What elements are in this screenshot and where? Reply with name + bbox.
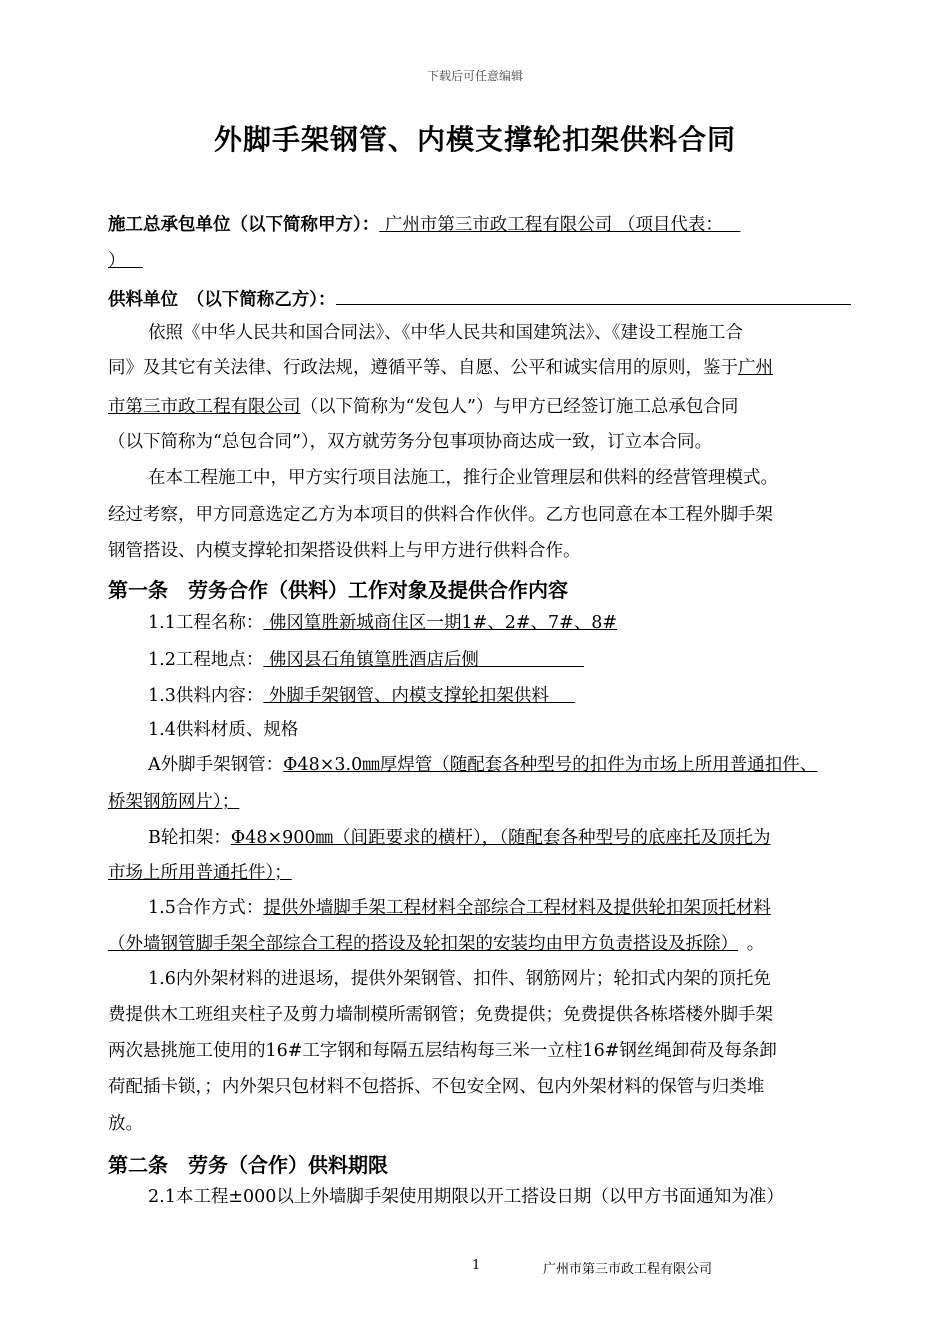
contract-title: 外脚手架钢管、内模支撑轮扣架供料合同 [213, 123, 736, 156]
spec-a-value: Φ48×3.0㎜厚焊管（随配套各种型号的扣件为市场上所用普通扣件、 [283, 755, 818, 775]
item-1-6-line-4: 荷配插卡锁，；内外架只包材料不包搭拆、不包安全网、包内外架材料的保管与归类堆 [108, 1077, 765, 1097]
item-2-1: 2.1本工程±000以上外墙脚手架使用期限以开工搭设日期（以甲方书面通知为准） [148, 1187, 784, 1207]
article-2-heading: 第二条 劳务（合作）供料期限 [108, 1153, 388, 1177]
item-1-6-line-3: 两次悬挑施工使用的16#工字钢和每隔五层结构每三米一立柱16#钢丝绳卸荷及每条卸 [108, 1041, 777, 1061]
item-1-6-line-5: 放。 [108, 1114, 143, 1134]
party-a-value-cont: ） [108, 251, 126, 271]
spec-a-cont: 桥架钢筋网片）； [108, 792, 240, 812]
page-number: 1 [472, 1258, 481, 1273]
spec-a: A外脚手架钢管：Φ48×3.0㎜厚焊管（随配套各种型号的扣件为市场上所用普通扣件、 [148, 755, 818, 775]
item-1-3: 1.3供料内容： 外脚手架钢管、内模支撑轮扣架供料 [148, 686, 549, 706]
party-b-blank [336, 286, 851, 305]
item-1-5: 1.5合作方式：提供外墙脚手架工程材料全部综合工程材料及提供轮扣架顶托材料 [148, 898, 771, 918]
party-b-label: 供料单位 （以下简称乙方）： [108, 290, 336, 310]
party-a-line [108, 213, 740, 237]
para2-line-2: 经过考察，甲方同意选定乙方为本项目的供料合作伙伴。乙方也同意在本工程外脚手架 [108, 505, 773, 525]
party-a-value: 广州市第三市政工程有限公司 （项目代表： [379, 215, 723, 235]
item-1-6-line-1: 1.6内外架材料的进退场，提供外架钢管、扣件、钢筋网片；轮扣式内架的顶托免 [148, 969, 771, 989]
party-b-line [108, 286, 851, 312]
item-1-1: 1.1工程名称： 佛冈篁胜新城商住区一期1#、2#、7#、8# [148, 613, 618, 633]
spec-b-value: Φ48×900㎜（间距要求的横杆），（随配套各种型号的底座托及顶托为 [230, 828, 771, 848]
item-1-2: 1.2工程地点： 佛冈县石角镇篁胜酒店后侧 [148, 650, 479, 670]
para2-line-1: 在本工程施工中，甲方实行项目法施工，推行企业管理层和供料的经营管理模式。 [148, 468, 778, 488]
party-a-label: 施工总承包单位（以下简称甲方）： [108, 215, 380, 235]
employer-name-part1: 广州 [738, 358, 773, 378]
item-1-5-cont: （外墙钢管脚手架全部综合工程的搭设及轮扣架的安装均由甲方负责搭设及拆除） 。 [108, 934, 765, 954]
item-1-6-line-2: 费提供木工班组夹柱子及剪力墙制模所需钢管；免费提供；免费提供各栋塔楼外脚手架 [108, 1005, 773, 1025]
project-location: 佛冈县石角镇篁胜酒店后侧 [263, 650, 479, 670]
spec-b-cont: 市场上所用普通托件）； [108, 863, 292, 883]
para2-line-3: 钢管搭设、内模支撑轮扣架搭设供料上与甲方进行供料合作。 [108, 541, 581, 561]
cooperation-mode: 提供外墙脚手架工程材料全部综合工程材料及提供轮扣架顶托材料 [263, 898, 771, 918]
supply-content: 外脚手架钢管、内模支撑轮扣架供料 [263, 686, 549, 706]
spec-b: B轮扣架：Φ48×900㎜（间距要求的横杆），（随配套各种型号的底座托及顶托为 [148, 828, 771, 848]
footer-company: 广州市第三市政工程有限公司 [543, 1262, 713, 1277]
party-a-cont [108, 249, 143, 273]
intro-line-1: 依照《中华人民共和国合同法》、《中华人民共和国建筑法》、《建设工程施工合 [148, 323, 743, 343]
item-1-4: 1.4供料材质、规格 [148, 720, 299, 740]
project-name: 佛冈篁胜新城商住区一期1#、2#、7#、8# [263, 613, 618, 633]
intro-line-4: （以下简称为“总包合同”），双方就劳务分包事项协商达成一致，订立本合同。 [108, 432, 713, 452]
article-1-heading: 第一条 劳务合作（供料）工作对象及提供合作内容 [108, 578, 568, 602]
employer-name-part2: 市第三市政工程有限公司 [108, 397, 301, 417]
page-header: 下载后可任意编辑 [426, 69, 523, 83]
intro-line-3: 市第三市政工程有限公司（以下简称为“发包人”）与甲方已经签订施工总承包合同 [108, 397, 739, 417]
intro-line-2: 同》及其它有关法律、行政法规，遵循平等、自愿、公平和诚实信用的原则，鉴于广州 [108, 358, 773, 378]
